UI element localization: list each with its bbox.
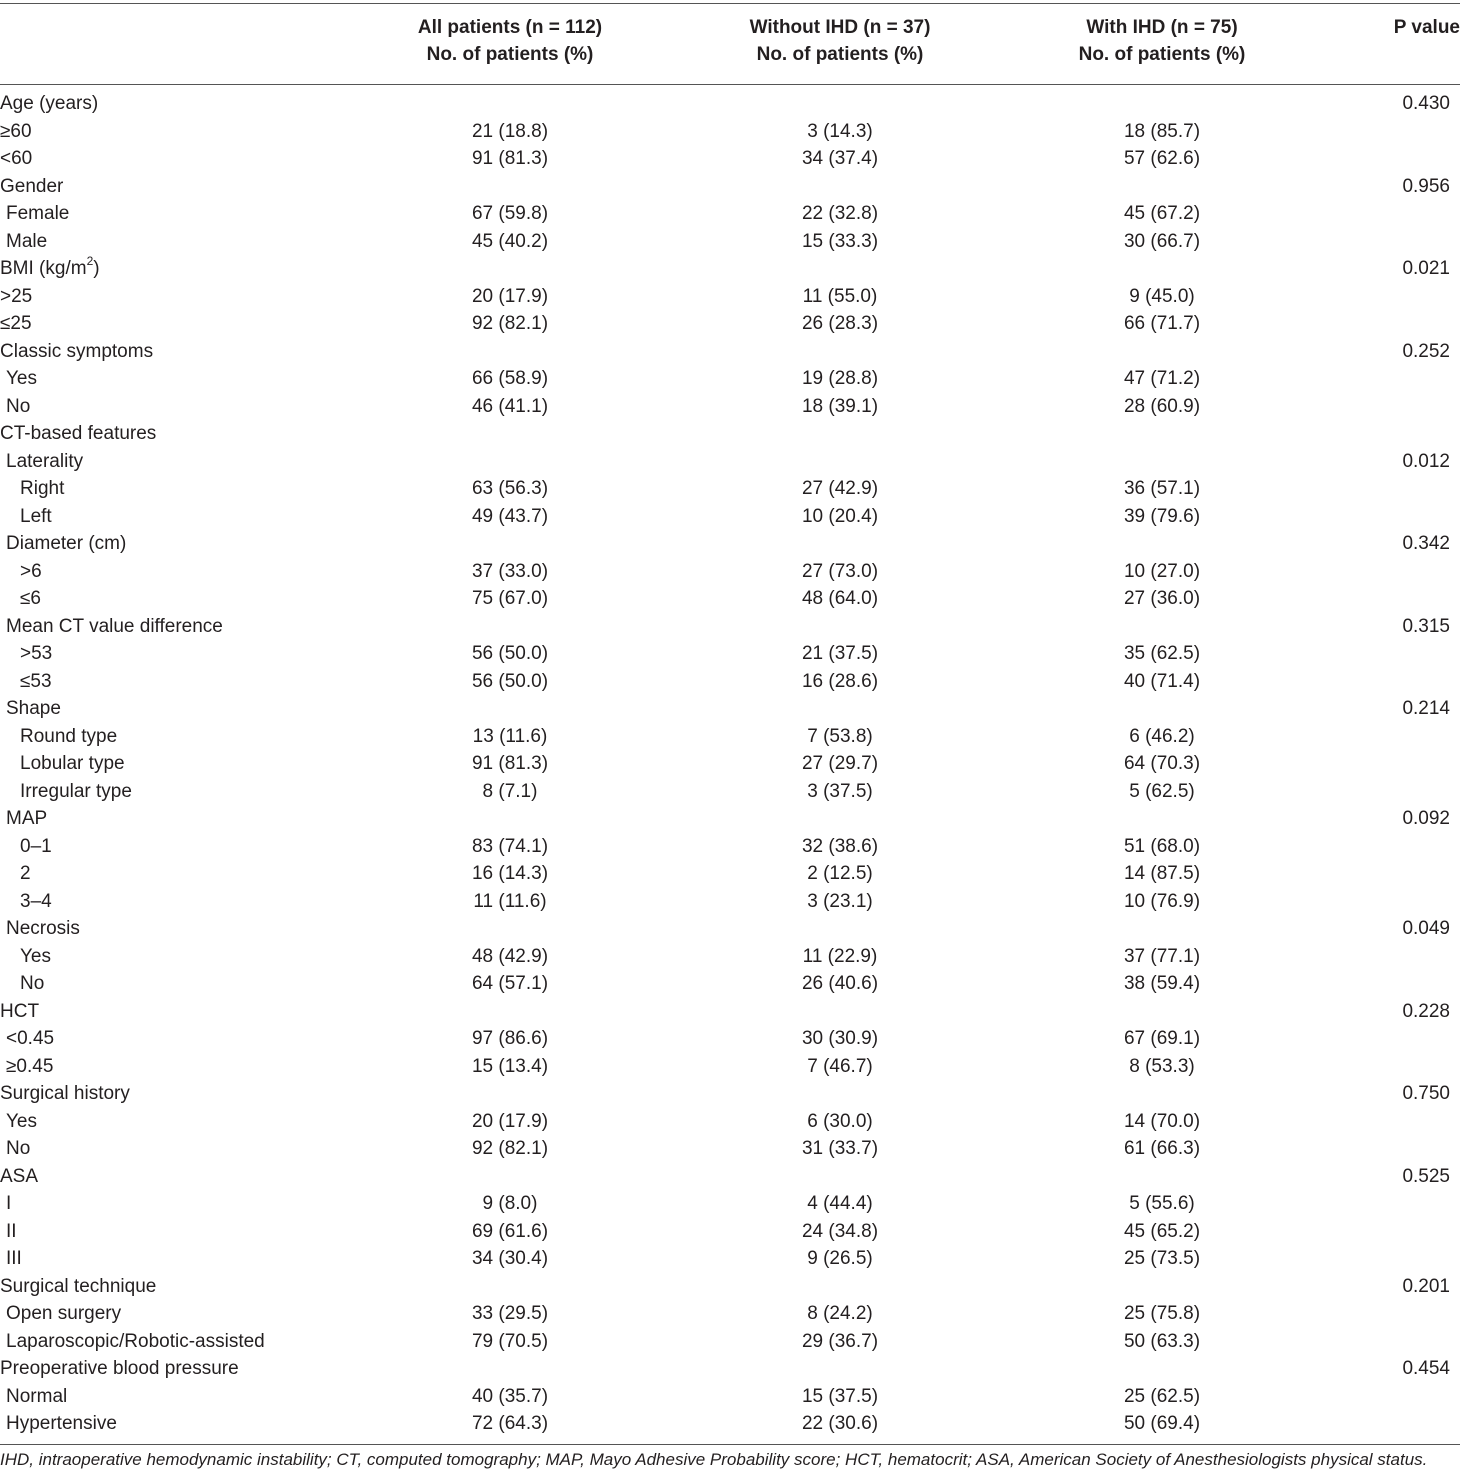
row-label <box>6 1245 22 1273</box>
table-row <box>0 90 1460 118</box>
table-top-rule <box>0 3 1460 4</box>
table-row <box>0 1300 1460 1328</box>
table-row <box>0 558 1460 586</box>
cell-all-patients: 8 (7.1) <box>482 780 538 802</box>
row-label-text: ≥60 <box>0 120 32 142</box>
row-label <box>20 888 52 916</box>
cell-without-ihd: 3 (23.1) <box>807 890 873 912</box>
row-label-text: Necrosis <box>6 918 80 939</box>
table-row <box>0 503 1460 531</box>
cell-with-ihd: 57 (62.6) <box>1123 148 1201 169</box>
cell-with-ihd: 66 (71.7) <box>1123 313 1201 334</box>
column-header-all-patients-line1: All patients (n = 112) <box>417 17 603 38</box>
cell-with-ihd: 61 (66.3) <box>1123 1138 1201 1159</box>
row-label <box>6 448 83 476</box>
row-label-text: No <box>20 973 45 994</box>
table-row <box>0 228 1460 256</box>
row-label <box>6 1025 54 1053</box>
table-row <box>0 998 1460 1026</box>
row-label <box>0 310 32 338</box>
cell-with-ihd: 51 (68.0) <box>1123 835 1201 857</box>
row-label <box>6 613 223 641</box>
cell-with-ihd: 10 (27.0) <box>1123 560 1201 582</box>
row-label-text: ASA <box>0 1165 39 1187</box>
table-row <box>0 1245 1460 1273</box>
cell-with-ihd: 50 (69.4) <box>1123 1413 1201 1434</box>
row-label-text: Diameter (cm) <box>6 533 127 554</box>
row-label <box>0 255 100 283</box>
row-label <box>20 585 41 613</box>
row-label-text: Lobular type <box>20 753 125 774</box>
row-label <box>0 90 98 118</box>
row-label-suffix: ) <box>93 258 100 279</box>
cell-with-ihd: 10 (76.9) <box>1123 890 1201 912</box>
row-label-text: Round type <box>20 725 118 747</box>
row-label-text: 0–1 <box>20 835 52 857</box>
row-label-text: Open surgery <box>6 1303 122 1324</box>
table-row <box>0 668 1460 696</box>
table-row <box>0 145 1460 173</box>
cell-without-ihd: 10 (20.4) <box>801 505 879 527</box>
row-label <box>0 1163 38 1191</box>
row-label-text: >25 <box>0 285 33 307</box>
cell-p-value: 0.525 <box>1402 1165 1450 1187</box>
cell-without-ihd: 27 (29.7) <box>801 753 879 774</box>
cell-without-ihd: 3 (37.5) <box>807 780 873 802</box>
cell-without-ihd: 22 (32.8) <box>801 203 879 224</box>
row-label-text: ≥0.45 <box>6 1055 54 1077</box>
cell-p-value: 0.021 <box>1402 258 1450 279</box>
cell-with-ihd: 18 (85.7) <box>1123 120 1201 142</box>
row-label <box>0 1355 239 1383</box>
row-label <box>0 998 39 1026</box>
cell-with-ihd: 8 (53.3) <box>1129 1055 1195 1077</box>
row-label <box>20 558 42 586</box>
cell-with-ihd: 25 (62.5) <box>1123 1385 1201 1407</box>
row-label-text: I <box>6 1193 12 1214</box>
row-label-text: No <box>6 395 31 417</box>
row-label-text: 3–4 <box>20 890 52 912</box>
row-label <box>6 1135 30 1163</box>
table-row <box>0 833 1460 861</box>
row-label-text: Gender <box>0 175 64 197</box>
column-header-p-value <box>1355 14 1460 41</box>
cell-all-patients: 66 (58.9) <box>471 368 549 389</box>
cell-with-ihd: 25 (73.5) <box>1123 1248 1201 1269</box>
cell-with-ihd: 38 (59.4) <box>1123 973 1201 994</box>
header-separator-rule <box>0 84 1460 85</box>
table-body <box>0 90 1460 1438</box>
cell-with-ihd: 37 (77.1) <box>1123 945 1201 967</box>
row-label <box>0 1273 156 1301</box>
row-label-text: Surgical history <box>0 1083 130 1104</box>
table-row <box>0 585 1460 613</box>
row-label-text: <60 <box>0 148 33 169</box>
row-label-text: HCT <box>0 1000 40 1022</box>
row-label <box>6 228 47 256</box>
cell-without-ihd: 6 (30.0) <box>807 1110 873 1132</box>
row-label-text: ≤6 <box>20 588 41 609</box>
cell-without-ihd: 18 (39.1) <box>801 395 879 417</box>
table-row <box>0 530 1460 558</box>
column-header-without-ihd-line2: No. of patients (%) <box>756 44 924 65</box>
cell-all-patients: 34 (30.4) <box>471 1248 549 1269</box>
cell-p-value: 0.012 <box>1402 450 1450 472</box>
row-label <box>0 283 32 311</box>
table-row <box>0 448 1460 476</box>
row-label <box>6 1328 265 1356</box>
cell-with-ihd: 45 (67.2) <box>1123 203 1201 224</box>
row-label <box>6 1218 17 1246</box>
cell-with-ihd: 67 (69.1) <box>1123 1028 1201 1049</box>
row-label-text: ≤53 <box>20 670 52 692</box>
table-row <box>0 1190 1460 1218</box>
row-label-text: Male <box>6 230 48 252</box>
row-label <box>6 1190 11 1218</box>
row-label <box>20 943 51 971</box>
cell-without-ihd: 22 (30.6) <box>801 1413 879 1434</box>
cell-all-patients: 45 (40.2) <box>471 230 549 252</box>
row-label <box>6 1108 37 1136</box>
cell-all-patients: 97 (86.6) <box>471 1028 549 1049</box>
cell-without-ihd: 27 (42.9) <box>801 478 879 499</box>
table-row <box>0 365 1460 393</box>
cell-all-patients: 63 (56.3) <box>471 478 549 499</box>
row-label-text: Yes <box>6 1110 37 1132</box>
cell-without-ihd: 16 (28.6) <box>801 670 879 692</box>
row-label <box>0 1080 130 1108</box>
cell-all-patients: 67 (59.8) <box>471 203 549 224</box>
cell-all-patients: 20 (17.9) <box>471 285 549 307</box>
cell-without-ihd: 9 (26.5) <box>807 1248 873 1269</box>
row-label <box>20 778 132 806</box>
cell-p-value: 0.252 <box>1402 340 1450 362</box>
table-row <box>0 723 1460 751</box>
cell-all-patients: 91 (81.3) <box>471 148 549 169</box>
cell-with-ihd: 6 (46.2) <box>1129 725 1195 747</box>
cell-p-value: 0.315 <box>1402 615 1450 637</box>
cell-all-patients: 33 (29.5) <box>471 1303 549 1324</box>
row-label <box>20 640 52 668</box>
cell-without-ihd: 48 (64.0) <box>801 588 879 609</box>
column-header-with-ihd <box>1012 14 1312 68</box>
table-row <box>0 1328 1460 1356</box>
cell-without-ihd: 32 (38.6) <box>801 835 879 857</box>
row-label <box>6 530 126 558</box>
table-bottom-rule <box>0 1444 1460 1445</box>
cell-all-patients: 20 (17.9) <box>471 1110 549 1132</box>
row-label <box>0 338 153 366</box>
table-row <box>0 750 1460 778</box>
table-footnote: IHD, intraoperative hemodynamic instability; CT, computed tomography; MAP, Mayo Adhesive Probability score; HCT, hematocrit; ASA, American Society of Anesthesiologists physical status. <box>0 1450 1428 1469</box>
table-row <box>0 310 1460 338</box>
cell-with-ihd: 45 (65.2) <box>1123 1220 1201 1242</box>
row-label-text: Mean CT value difference <box>6 615 223 637</box>
cell-p-value: 0.049 <box>1402 918 1450 939</box>
cell-without-ihd: 26 (40.6) <box>801 973 879 994</box>
cell-all-patients: 37 (33.0) <box>471 560 549 582</box>
table-row <box>0 1410 1460 1438</box>
row-label <box>6 393 30 421</box>
cell-with-ihd: 14 (87.5) <box>1123 863 1201 884</box>
row-label-text: Left <box>20 505 52 527</box>
row-label-text: <0.45 <box>6 1028 55 1049</box>
cell-p-value: 0.342 <box>1402 533 1450 554</box>
column-header-with-ihd-line1: With IHD (n = 75) <box>1086 17 1238 38</box>
table-row <box>0 1135 1460 1163</box>
table-header <box>0 10 1460 80</box>
cell-without-ihd: 27 (73.0) <box>801 560 879 582</box>
table-row <box>0 1163 1460 1191</box>
cell-all-patients: 75 (67.0) <box>471 588 549 609</box>
row-label-text: III <box>6 1248 22 1269</box>
cell-with-ihd: 64 (70.3) <box>1123 753 1201 774</box>
row-label-text: Yes <box>6 368 37 389</box>
cell-with-ihd: 5 (55.6) <box>1129 1193 1195 1214</box>
row-label <box>6 1300 121 1328</box>
cell-all-patients: 92 (82.1) <box>471 1138 549 1159</box>
cell-without-ihd: 4 (44.4) <box>807 1193 873 1214</box>
table-row <box>0 695 1460 723</box>
cell-all-patients: 21 (18.8) <box>471 120 549 142</box>
row-label-text: Right <box>20 478 65 499</box>
row-label <box>6 915 80 943</box>
row-label-text: BMI (kg/m <box>0 258 87 279</box>
cell-without-ihd: 30 (30.9) <box>801 1028 879 1049</box>
table-row <box>0 860 1460 888</box>
row-label <box>6 805 47 833</box>
row-label-text: >53 <box>20 643 53 664</box>
column-header-with-ihd-line2: No. of patients (%) <box>1078 44 1246 65</box>
column-header-all-patients-line2: No. of patients (%) <box>426 44 594 65</box>
column-header-without-ihd-line1: Without IHD (n = 37) <box>749 17 931 38</box>
cell-without-ihd: 8 (24.2) <box>807 1303 873 1324</box>
row-label <box>0 145 32 173</box>
table-row <box>0 1218 1460 1246</box>
row-label <box>20 668 52 696</box>
row-label <box>0 420 156 448</box>
table-row <box>0 1053 1460 1081</box>
cell-without-ihd: 15 (33.3) <box>801 230 879 252</box>
table-row <box>0 475 1460 503</box>
cell-with-ihd: 14 (70.0) <box>1123 1110 1201 1132</box>
table-row <box>0 970 1460 998</box>
row-label-text: Surgical technique <box>0 1275 157 1297</box>
cell-all-patients: 40 (35.7) <box>471 1385 549 1407</box>
row-label <box>20 860 31 888</box>
cell-p-value: 0.092 <box>1402 808 1450 829</box>
row-label-text: Normal <box>6 1385 68 1407</box>
row-label <box>20 723 117 751</box>
row-label-text: 2 <box>20 863 31 884</box>
table-row <box>0 1355 1460 1383</box>
table-row <box>0 118 1460 146</box>
cell-p-value: 0.201 <box>1402 1275 1450 1297</box>
row-label-text: Irregular type <box>20 780 132 802</box>
cell-without-ihd: 2 (12.5) <box>807 863 873 884</box>
cell-with-ihd: 5 (62.5) <box>1129 780 1195 802</box>
row-label-text: Shape <box>6 698 61 719</box>
table-row <box>0 200 1460 228</box>
column-header-all-patients <box>360 14 660 68</box>
cell-without-ihd: 3 (14.3) <box>807 120 873 142</box>
column-header-without-ihd <box>690 14 990 68</box>
cell-with-ihd: 36 (57.1) <box>1123 478 1201 499</box>
cell-without-ihd: 7 (46.7) <box>807 1055 873 1077</box>
row-label-text: Preoperative blood pressure <box>0 1358 239 1379</box>
row-label-superscript: 2 <box>86 253 94 268</box>
table-row <box>0 915 1460 943</box>
cell-p-value: 0.228 <box>1402 1000 1450 1022</box>
row-label <box>6 1410 117 1438</box>
table-row <box>0 640 1460 668</box>
row-label-text: ≤25 <box>0 313 32 334</box>
table-row <box>0 888 1460 916</box>
cell-without-ihd: 15 (37.5) <box>801 1385 879 1407</box>
table-row <box>0 1273 1460 1301</box>
cell-without-ihd: 34 (37.4) <box>801 148 879 169</box>
cell-all-patients: 49 (43.7) <box>471 505 549 527</box>
row-label <box>20 833 52 861</box>
cell-without-ihd: 26 (28.3) <box>801 313 879 334</box>
row-label <box>0 173 63 201</box>
row-label-text: II <box>6 1220 17 1242</box>
row-label <box>20 503 52 531</box>
cell-all-patients: 13 (11.6) <box>472 725 548 747</box>
cell-p-value: 0.214 <box>1402 698 1450 719</box>
cell-p-value: 0.430 <box>1402 93 1450 114</box>
cell-all-patients: 9 (8.0) <box>482 1193 538 1214</box>
cell-with-ihd: 28 (60.9) <box>1123 395 1201 417</box>
table-row <box>0 613 1460 641</box>
cell-all-patients: 46 (41.1) <box>471 395 549 417</box>
row-label <box>6 1383 67 1411</box>
table-row <box>0 173 1460 201</box>
row-label <box>20 475 64 503</box>
row-label-text: No <box>6 1138 31 1159</box>
cell-all-patients: 11 (11.6) <box>473 890 547 912</box>
row-label-text: Female <box>6 203 70 224</box>
cell-with-ihd: 9 (45.0) <box>1129 285 1195 307</box>
row-label-text: Age (years) <box>0 93 99 114</box>
cell-with-ihd: 50 (63.3) <box>1123 1330 1201 1352</box>
cell-with-ihd: 30 (66.7) <box>1123 230 1201 252</box>
cell-with-ihd: 39 (79.6) <box>1123 505 1201 527</box>
row-label <box>0 118 32 146</box>
row-label <box>6 365 37 393</box>
cell-without-ihd: 11 (55.0) <box>802 285 878 307</box>
table-row <box>0 943 1460 971</box>
row-label-text: MAP <box>6 808 48 829</box>
row-label-text: Classic symptoms <box>0 340 154 362</box>
cell-all-patients: 79 (70.5) <box>471 1330 549 1352</box>
table-row <box>0 283 1460 311</box>
cell-with-ihd: 47 (71.2) <box>1123 368 1201 389</box>
cell-all-patients: 16 (14.3) <box>471 863 549 884</box>
cell-without-ihd: 31 (33.7) <box>801 1138 879 1159</box>
table-row <box>0 1383 1460 1411</box>
cell-all-patients: 56 (50.0) <box>471 643 549 664</box>
cell-without-ihd: 7 (53.8) <box>807 725 873 747</box>
cell-all-patients: 91 (81.3) <box>471 753 549 774</box>
cell-without-ihd: 29 (36.7) <box>801 1330 879 1352</box>
row-label <box>6 1053 53 1081</box>
cell-with-ihd: 27 (36.0) <box>1123 588 1201 609</box>
cell-p-value: 0.454 <box>1402 1358 1450 1379</box>
cell-without-ihd: 11 (22.9) <box>802 945 878 967</box>
row-label-text: Hypertensive <box>6 1413 117 1434</box>
cell-all-patients: 92 (82.1) <box>471 313 549 334</box>
cell-with-ihd: 40 (71.4) <box>1123 670 1201 692</box>
cell-p-value: 0.750 <box>1402 1083 1450 1104</box>
row-label-text: Yes <box>20 945 51 967</box>
table-row <box>0 778 1460 806</box>
cell-with-ihd: 35 (62.5) <box>1123 643 1201 664</box>
cell-all-patients: 83 (74.1) <box>471 835 549 857</box>
row-label-text: Laterality <box>6 450 84 472</box>
cell-without-ihd: 24 (34.8) <box>801 1220 879 1242</box>
row-label <box>20 970 44 998</box>
cell-with-ihd: 25 (75.8) <box>1123 1303 1201 1324</box>
table-row <box>0 1080 1460 1108</box>
cell-all-patients: 48 (42.9) <box>471 945 549 967</box>
table-row <box>0 338 1460 366</box>
cell-without-ihd: 21 (37.5) <box>801 643 879 664</box>
cell-without-ihd: 19 (28.8) <box>801 368 879 389</box>
row-label <box>20 750 125 778</box>
cell-all-patients: 72 (64.3) <box>471 1413 549 1434</box>
table-row <box>0 805 1460 833</box>
cell-p-value: 0.956 <box>1402 175 1450 197</box>
table-row <box>0 255 1460 283</box>
cell-all-patients: 69 (61.6) <box>471 1220 549 1242</box>
cell-all-patients: 56 (50.0) <box>471 670 549 692</box>
cell-all-patients: 15 (13.4) <box>471 1055 549 1077</box>
row-label <box>6 695 61 723</box>
table-row <box>0 393 1460 421</box>
row-label <box>6 200 69 228</box>
table-row <box>0 420 1460 448</box>
row-label-text: CT-based features <box>0 423 157 444</box>
table-row <box>0 1025 1460 1053</box>
row-label-text: >6 <box>20 560 42 582</box>
column-header-p-value-label: P value <box>1393 17 1460 38</box>
cell-all-patients: 64 (57.1) <box>471 973 549 994</box>
row-label-text: Laparoscopic/Robotic-assisted <box>6 1330 265 1352</box>
table-row <box>0 1108 1460 1136</box>
